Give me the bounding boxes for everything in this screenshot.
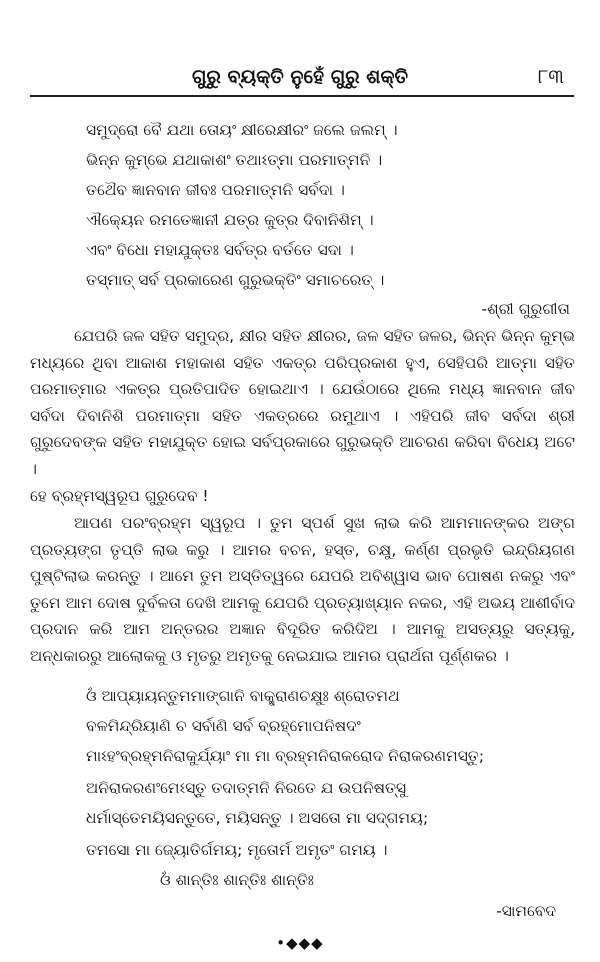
verse-line: ଭିନ୍ନ କୁମ୍ଭେ ଯଥାକାଶଂ ତଥାଽତ୍ମା ପରମାତ୍ମନି । [86,151,383,169]
paragraph-1-text: ଯେପରି ଜଳ ସହିତ ସମୁଦ୍ର, କ୍ଷୀର ସହିତ କ୍ଷୀରର, ଜଳ ସହିତ ଜଳର, ଭିନ୍ନ ଭିନ୍ନ କୁମ୍ଭ ମଧ୍ୟରେ ଥିବା ଆକାଶ ମହାକାଶ ସହିତ ଏକତ୍ର ପରିପ୍ରକାଶ ହୁଏ, ସେହିପରି ଆତ୍ମା ସହିତ ପରମାତ୍ମାର ଏକତ୍ର ପ୍ରତିପାଦିତ ହୋଇଥାଏ । ଯେଉଁଠାରେ ଥିଲେ ମଧ୍ୟ ଜ୍ଞାନବାନ ଜୀବ ସର୍ବଦା ଦିବାନିଶି ପରମାତ୍ମା ସହିତ ଏକତ୍ରରେ ରମୁଥାଏ । ଏହିପରି ଜୀବ ସର୍ବଦା ଶ୍ରୀ ଗୁରୁଦେବଙ୍କ ସହିତ ମହାଯୁକ୍ତ ହୋଇ ସର୍ବପ୍ରକାରେ ଗୁରୁଭକ୍ତି ଆଚରଣ କରିବା ବିଧେୟ ଅଟେ । [30,327,575,478]
verse-line: ଏବଂ ବିଧୋ ମହାଯୁକ୍ତଃ ସର୍ବତ୍ର ବର୍ତତେ ସଦା । [86,241,354,259]
verse-line: ତଥୈବ ଜ୍ଞାନବାନ ଜୀବଃ ପରମାତ୍ମନି ସର୍ବଦା । [86,181,345,199]
shanti-line: ଓଁ ଶାନ୍ତିଃ ଶାନ୍ତିଃ ଶାନ୍ତିଃ [160,871,314,889]
mantra-line: ଧର୍ମାସ୍ତେମୟିସନ୍ତୁତେ, ମୟିସନ୍ତୁ । ଅସତୋ ମା ସଦ୍ଗମୟ; [86,809,429,827]
invocation-line: ହେ ବ୍ରହ୍ମସ୍ୱରୂପ ଗୁରୁଦେବ ! [30,487,209,505]
header-rule [30,95,574,97]
running-header-title: ଗୁରୁ ବ୍ୟକ୍ତି ନୁହେଁ ଗୁରୁ ଶକ୍ତି [191,66,409,88]
verse-line: ତସ୍ମାତ୍ ସର୍ବ ପ୍ରକାରେଣ ଗୁରୁଭକ୍ତିଂ ସମାଚରେତ୍ । [86,271,385,289]
verse-source: -ଶ୍ରୀ ଗୁରୁଗୀତା [481,300,570,318]
mantra-line: ତମସୋ ମା ଜ୍ୟୋତିର୍ଗମୟ; ମୃତୋର୍ମ ଅମୃତଂ ଗମୟ । [86,841,388,859]
mantra-line: ମାଽହଂବ୍ରହ୍ମନିରାକୁର୍ଯ୍ୟାଂ ମା ମା ବ୍ରହ୍ମନିରାକରୋଦ ନିରାକରଣମସ୍ତୁ; [86,747,485,765]
paragraph-1 [30,323,575,483]
verse-line: ସମୁଦ୍ରୋ ବୈ ଯଥା ତୋୟଂ କ୍ଷୀରେକ୍ଷୀରଂ ଜଲେ ଜଲମ୍ । [86,121,398,139]
paragraph-2-text: ଆପଣ ପରଂବ୍ରହ୍ମ ସ୍ୱରୂପ । ତୁମ ସ୍ପର୍ଶ ସୁଖ ଲାଭ କରି ଆମମାନଙ୍କର ଅଙ୍ଗ ପ୍ରତ୍ୟଙ୍ଗ ତୃପ୍ତି ଲାଭ କରୁ । ଆମର ବଚନ, ହସ୍ତ, ଚକ୍ଷୁ, କର୍ଣ୍ଣ ପ୍ରଭୃତି ଇନ୍ଦ୍ରିୟଗଣ ପୁଷ୍ଟିଲାଭ କରନ୍ତୁ । ଆମେ ତୁମ ଅସ୍ତିତ୍ୱରେ ଯେପରି ଅବିଶ୍ୱାସ ଭାବ ପୋଷଣ ନକରୁ ଏବଂ ତୁମେ ଆମ ଦୋଷ ଦୁର୍ବଳତା ଦେଖି ଆମକୁ ଯେପରି ପ୍ରତ୍ୟାଖ୍ୟାନ ନକର, ଏହି ଅଭୟ ଆଶୀର୍ବାଦ ପ୍ରଦାନ କରି ଆମ ଅନ୍ତରର ଅଜ୍ଞାନ ବିଦୂରିତ କରିଦିଅ । ଆମକୁ ଅସତ୍ୟରୁ ସତ୍ୟକୁ, ଅନ୍ଧକାରରୁ ଆଲୋକକୁ ଓ ମୃତରୁ ଅମୃତକୁ ନେଇଯାଇ ଆମର ପ୍ରାର୍ଥନା ପୂର୍ଣ୍ଣକର । [30,514,575,665]
mantra-line: ଅନିରାକରଣଂମେଽସ୍ତୁ ତଦାତ୍ମନି ନିରତେ ଯ ଉପନିଷତ୍ସୁ [86,779,407,797]
mantra-line: ଓଁ ଆପ୍ୟାୟନ୍ତୁମମାଙ୍ଗାନି ବାକ୍ପ୍ରାଣଚକ୍ଷୁଃ ଶ୍ରୋତମଥ [86,687,400,705]
verse-source: -ସାମବେଦ [496,902,556,920]
mantra-line: ବଳମିନ୍ଦ୍ରିୟାଣି ଚ ସର୍ବାଣି ସର୍ବ ବ୍ରହ୍ମୋପନିଷଦଂ [86,717,361,735]
footer-ornament: •◆◆◆ [276,934,324,952]
paragraph-2 [30,510,575,670]
verse-line: ଐକ୍ୟେନ ରମତେଜ୍ଞାନୀ ଯତ୍ର କୁତ୍ର ଦିବାନିଶିମ୍ । [86,211,374,229]
page-number: ୮୩ [537,64,564,88]
